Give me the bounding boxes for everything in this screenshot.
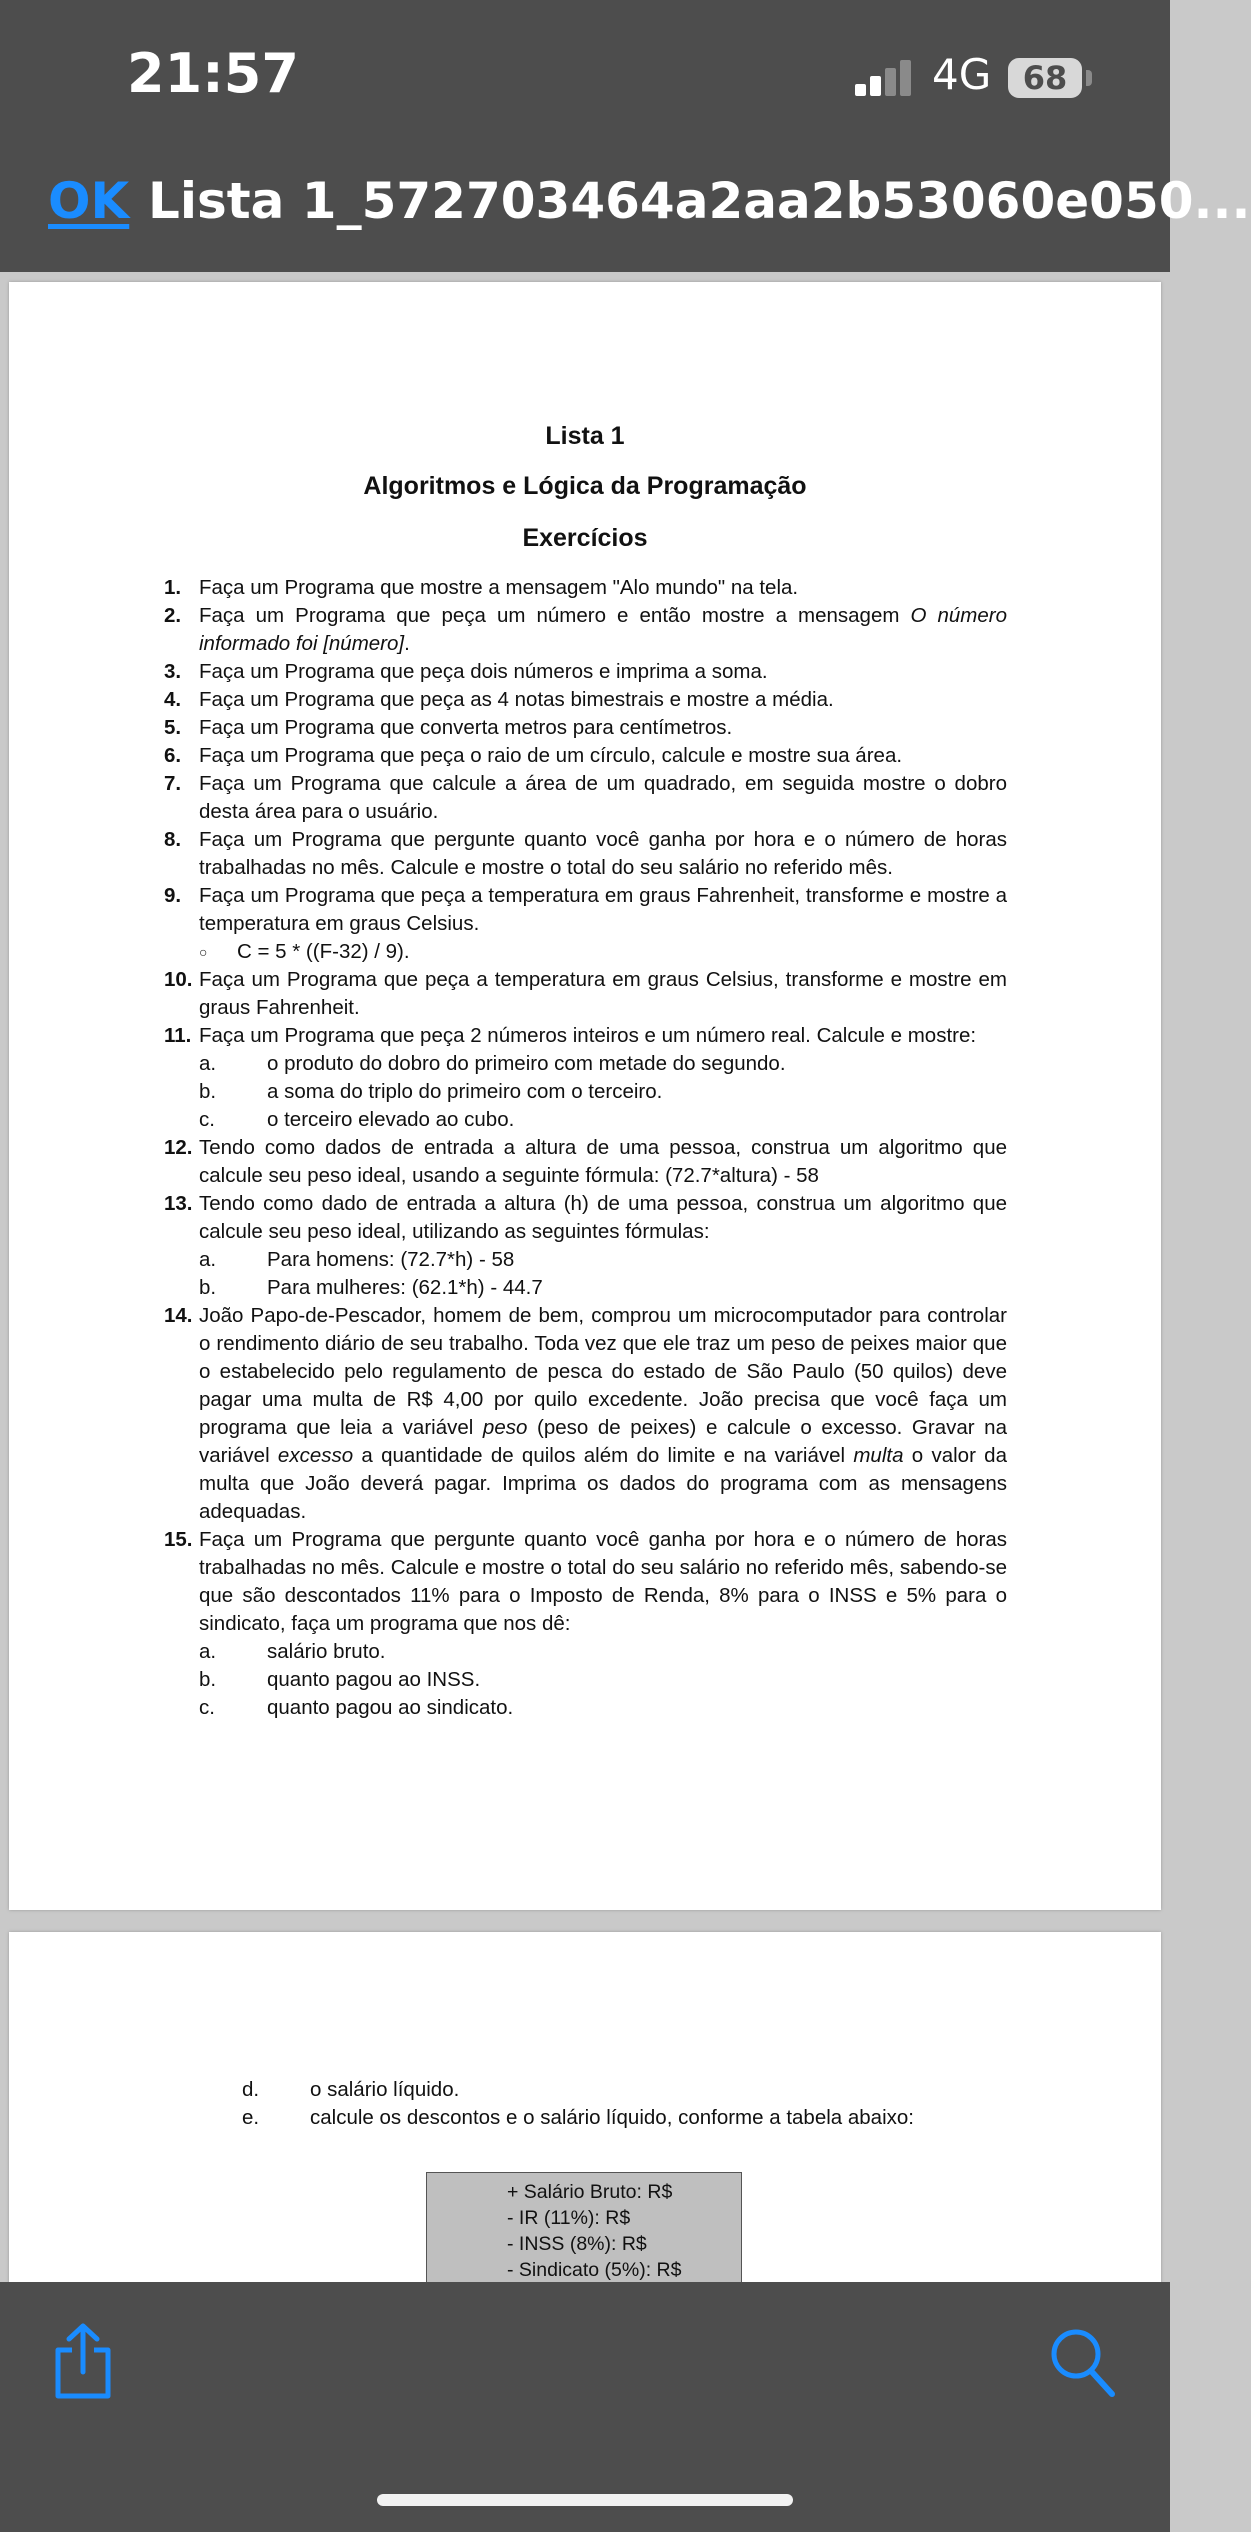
- doc-heading-3: Exercícios: [522, 524, 648, 552]
- list-item: 2. Faça um Programa que peça um número e então mostre a mensagem O número informado foi [número].: [164, 604, 1007, 655]
- share-icon[interactable]: [52, 2322, 114, 2400]
- table-line: - IR (11%): R$: [507, 2207, 631, 2229]
- list-item: 5. Faça um Programa que converta metros para centímetros.: [164, 716, 733, 739]
- list-item: 1. Faça um Programa que mostre a mensagem "Alo mundo" na tela.: [164, 576, 799, 599]
- status-time: 21:57: [127, 42, 299, 105]
- bottom-toolbar: [0, 2282, 1170, 2532]
- list-item: 15. Faça um Programa que pergunte quanto você ganha por hora e o número de horas trabalhadas no mês. Calcule e mostre o total do seu salário no referido mês, sabendo-se que são descontados 11% para o Imposto de Renda, 8% para o INSS e 5% para o sindicato, faça um programa que nos dê: a. salário bruto. b. quanto pagou ao INSS. c. quanto pagou ao sindicato.: [164, 1528, 1007, 1719]
- list-item: 4. Faça um Programa que peça as 4 notas bimestrais e mostre a média.: [164, 688, 834, 711]
- list-item: 11. Faça um Programa que peça 2 números inteiros e um número real. Calcule e mostre: a. o produto do dobro do primeiro com metade do segundo. b. a soma do triplo do primeiro com o terceiro. c. o terceiro elevado ao cubo.: [164, 1024, 977, 1131]
- doc-heading-1: Lista 1: [545, 422, 625, 450]
- search-icon[interactable]: [1048, 2326, 1116, 2398]
- document-viewer[interactable]: [0, 272, 1170, 2282]
- page-2: [9, 1932, 1161, 2332]
- list-item: d. o salário líquido.: [242, 2078, 460, 2101]
- battery-icon: 68: [1008, 58, 1082, 98]
- signal-icon: [855, 60, 915, 96]
- top-bar: [0, 0, 1251, 272]
- list-item: 7. Faça um Programa que calcule a área de um quadrado, em seguida mostre o dobro desta área para o usuário.: [164, 772, 1007, 823]
- list-item: 8. Faça um Programa que pergunte quanto você ganha por hora e o número de horas trabalhadas no mês. Calcule e mostre o total do seu salário no referido mês.: [164, 828, 1007, 879]
- list-item: e. calcule os descontos e o salário líquido, conforme a tabela abaixo:: [242, 2106, 914, 2129]
- exercise-list: [164, 574, 1007, 1722]
- list-item: 10. Faça um Programa que peça a temperatura em graus Celsius, transforme e mostre em graus Fahrenheit.: [164, 968, 1007, 1019]
- battery-tip: [1086, 70, 1092, 86]
- list-item: 9. Faça um Programa que peça a temperatura em graus Fahrenheit, transforme e mostre a temperatura em graus Celsius. ○ C = 5 * ((F-32) / 9).: [199, 882, 1007, 966]
- document-title: Lista 1_572703464a2aa2b53060e050...: [148, 172, 1251, 230]
- table-line: - INSS (8%): R$: [507, 2233, 647, 2255]
- list-item: 6. Faça um Programa que peça o raio de um círculo, calcule e mostre sua área.: [164, 744, 903, 767]
- list-item: 13. Tendo como dado de entrada a altura (h) de uma pessoa, construa um algoritmo que calcule seu peso ideal, utilizando as seguintes fórmulas: a. Para homens: (72.7*h) - 58 b. Para mulheres: (62.1*h) - 44.7: [164, 1192, 1007, 1299]
- page-1: [9, 282, 1161, 1910]
- list-item: 12. Tendo como dados de entrada a altura de uma pessoa, construa um algoritmo que calcule seu peso ideal, usando a seguinte fórmula: (72.7*altura) - 58: [164, 1136, 1007, 1187]
- home-indicator[interactable]: [377, 2494, 793, 2506]
- table-line: + Salário Bruto: R$: [507, 2181, 673, 2203]
- doc-heading-2: Algoritmos e Lógica da Programação: [363, 472, 807, 500]
- list-item: 14. João Papo-de-Pescador, homem de bem, comprou um microcomputador para controlar o rendimento diário de seu trabalho. Toda vez que ele traz um peso de peixes maior que o estabelecido pelo regulamento de pesca do estado de São Paulo (50 quilos) deve pagar uma multa de R$ 4,00 por quilo excedente. João precisa que você faça um programa que leia a variável peso (peso de peixes) e calcule o excesso. Gravar na variável excesso a quantidade de quilos além do limite e na variável multa o valor da multa que João deverá pagar. Imprima os dados do programa com as mensagens adequadas.: [164, 1304, 1007, 1523]
- network-type: 4G: [932, 50, 992, 99]
- list-item: 3. Faça um Programa que peça dois números e imprima a soma.: [164, 660, 768, 683]
- ok-button[interactable]: OK: [48, 172, 130, 230]
- table-line: - Sindicato (5%): R$: [507, 2259, 682, 2281]
